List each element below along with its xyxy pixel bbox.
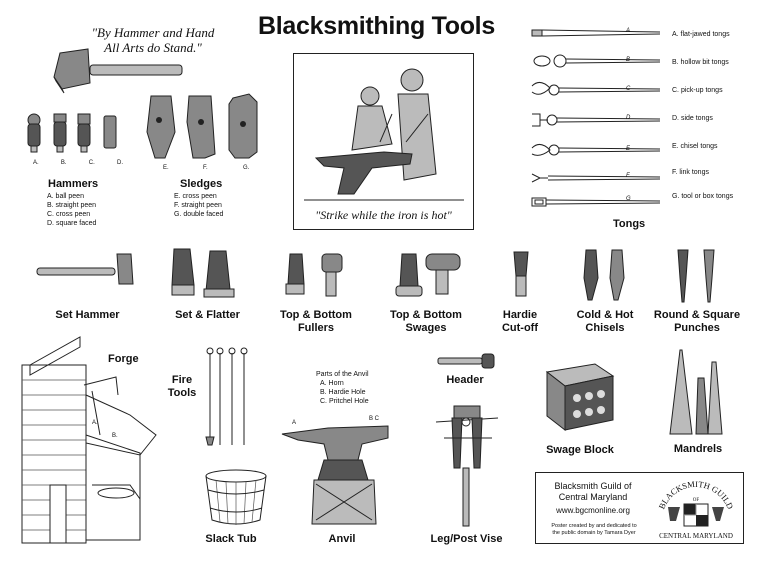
tongs-letter-a: A	[626, 28, 631, 34]
forge-label: Forge	[108, 353, 139, 365]
guild-logo-bottom-text: CENTRAL MARYLAND	[659, 532, 733, 540]
tongs-b-icon	[534, 55, 660, 67]
fire-tools-illustration	[202, 345, 252, 450]
anvil-label: Anvil	[328, 533, 356, 545]
hardie-illustration	[508, 250, 538, 300]
sledge-letter-g: G.	[243, 165, 250, 171]
anvil-parts-list: Parts of the Anvil A. Horn B. Hardie Hole C. Pritchel Hole	[316, 371, 369, 405]
punches-label: Round & Square Punches	[653, 309, 741, 334]
sledges-list: E. cross peen F. straight peen G. double faced	[174, 193, 224, 218]
chisels-illustration	[582, 248, 632, 303]
set-hammer-illustration	[35, 250, 135, 290]
anvil-marker-bc: B C	[369, 416, 380, 422]
tongs-letter-b: B	[626, 57, 631, 63]
hardie-label: Hardie Cut-off	[501, 309, 539, 334]
blacksmiths-caption: "Strike while the iron is hot"	[315, 208, 452, 222]
guild-name: Blacksmith Guild of Central Maryland www.bgcmonline.org	[542, 481, 644, 516]
guild-credit: Poster created by and dedicated to the public domain by Tamara Dyer	[551, 523, 637, 536]
tongs-legend: A. flat-jawed tongs B. hollow bit tongs C. pick-up tongs D. side tongs E. chisel tongs F. link tongs G. tool or box tongs	[672, 31, 734, 200]
hammer-letters: A. B. C. D.	[33, 160, 123, 166]
sledges-heading: Sledges	[180, 178, 223, 190]
tongs-d-icon	[532, 114, 660, 126]
swages-label: Top & Bottom Swages	[390, 309, 462, 334]
vise-label: Leg/Post Vise	[430, 533, 503, 545]
header-tool-label: Header	[446, 374, 484, 386]
tongs-heading: Tongs	[613, 218, 646, 230]
tongs-letter-d: D	[626, 115, 631, 121]
punches-illustration	[672, 248, 722, 306]
forge-marker-a: A.	[92, 420, 98, 426]
page-title: Blacksmithing Tools	[258, 12, 495, 40]
set-hammer-label: Set Hammer	[55, 309, 120, 321]
blacksmiths-image-frame	[293, 53, 474, 230]
guild-logo-of-text: OF	[692, 498, 700, 503]
guild-website[interactable]: www.bgcmonline.org	[556, 506, 630, 515]
fire-tools-label: Fire Tools	[167, 374, 197, 399]
mandrels-label: Mandrels	[673, 443, 723, 455]
tongs-letter-e: E	[626, 146, 631, 152]
hammer-illustration	[50, 45, 185, 95]
swages-illustration	[394, 250, 464, 302]
fullers-label: Top & Bottom Fullers	[280, 309, 352, 334]
slack-tub-illustration	[202, 468, 272, 528]
anvil-marker-a: A	[292, 420, 297, 426]
blacksmiths-illustration	[294, 54, 473, 204]
set-flatter-illustration	[168, 245, 248, 303]
hammers-list: A. ball peen B. straight peen C. cross peen D. square faced	[47, 193, 97, 227]
anvil-illustration	[278, 420, 398, 530]
hammer-quote: "By Hammer and Hand All Arts do Stand."	[91, 25, 215, 55]
swage-block-label: Swage Block	[546, 444, 614, 456]
forge-illustration	[20, 335, 170, 545]
guild-logo-icon	[650, 477, 742, 541]
tongs-illustration	[530, 26, 665, 211]
swage-block-illustration	[543, 362, 615, 432]
guild-logo-top-text: BLACKSMITH GUILD	[656, 478, 736, 511]
hammers-heading: Hammers	[48, 178, 99, 190]
header-tool-illustration	[436, 352, 496, 372]
hammers-set-illustration	[22, 112, 122, 162]
tongs-g-icon	[532, 198, 660, 206]
vise-illustration	[432, 398, 502, 528]
mandrels-illustration	[668, 348, 726, 438]
sledge-letter-f: F.	[203, 165, 208, 171]
set-flatter-label: Set & Flatter	[175, 309, 240, 321]
tongs-f-icon	[532, 174, 660, 182]
slack-tub-label: Slack Tub	[205, 533, 257, 545]
guild-info-box	[535, 472, 744, 544]
chisels-label: Cold & Hot Chisels	[576, 309, 634, 334]
tongs-letter-f: F	[626, 173, 630, 179]
tongs-letter-g: G	[626, 196, 631, 202]
tongs-c-icon	[532, 82, 660, 95]
sledges-illustration	[145, 92, 260, 162]
tongs-letter-c: C	[626, 86, 631, 92]
tongs-a-icon	[532, 30, 660, 36]
fullers-illustration	[282, 250, 352, 302]
sledge-letter-e: E.	[163, 165, 169, 171]
tongs-e-icon	[532, 144, 660, 155]
forge-marker-b: B.	[112, 433, 118, 439]
